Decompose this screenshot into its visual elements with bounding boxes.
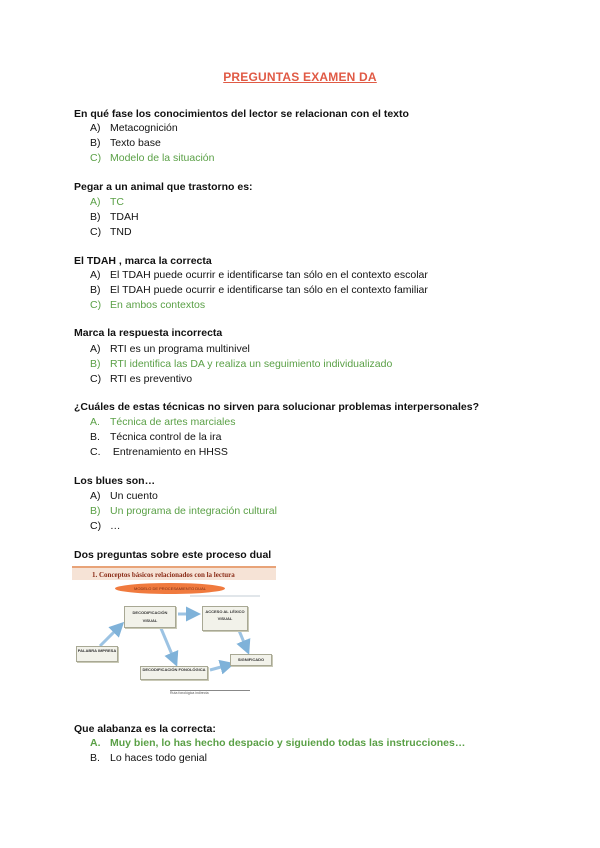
option-correct: C) En ambos contextos (90, 299, 206, 311)
question-1-options (90, 121, 214, 166)
question-8: Que alabanza es la correcta: (74, 723, 216, 735)
option: B) Texto base (90, 137, 161, 149)
arrow-decodificacion-fonologica (160, 626, 176, 664)
diagram-oval: MODELO DE PROCESAMIENTO DUAL (115, 583, 225, 594)
option: B) El TDAH puede ocurrir e identificarse tan sólo en el contexto familiar (90, 284, 428, 296)
arrow-fonologica-significado (210, 664, 232, 670)
question-7: Dos preguntas sobre este proceso dual (74, 549, 272, 561)
question-4: Marca la respuesta incorrecta (74, 327, 223, 339)
question-1: En qué fase los conocimientos del lector se relacionan con el texto (74, 108, 409, 120)
option: B. Técnica control de la ira (90, 431, 222, 443)
question-5-options (90, 415, 235, 460)
question-6-options (90, 489, 277, 534)
option: C) … (90, 520, 121, 532)
question-3-options (90, 268, 428, 313)
dual-process-diagram (70, 566, 280, 702)
question-3: El TDAH , marca la correcta (74, 255, 212, 267)
box-lexico: ACCESO AL LÉXICO VISUAL (202, 606, 248, 631)
option: C) TND (90, 226, 132, 238)
question-4-options (90, 342, 392, 387)
box-decodificacion: DECODIFICACIÓN VISUAL (124, 606, 176, 628)
option: A) Un cuento (90, 490, 158, 502)
diagram-header: 1. Conceptos básicos relacionados con la lectura (72, 566, 276, 580)
option: C) RTI es preventivo (90, 373, 193, 385)
option: B. Lo haces todo genial (90, 752, 207, 764)
arrow-palabra-decodificacion (100, 624, 122, 646)
option: A) RTI es un programa multinivel (90, 343, 250, 355)
option: A) Metacognición (90, 122, 178, 134)
question-2-options (90, 195, 139, 240)
option: B) TDAH (90, 211, 139, 223)
box-fonologica: DECODIFICACIÓN FONOLÓGICA (140, 666, 208, 680)
option-correct: A. Muy bien, lo has hecho despacio y siguiendo todas las instrucciones… (90, 737, 466, 749)
question-8-options (90, 736, 465, 766)
option-correct: A. Técnica de artes marciales (90, 416, 236, 428)
page-title: PREGUNTAS EXAMEN DA (223, 70, 377, 84)
box-palabra: PALABRA IMPRESA (76, 646, 118, 662)
option: C. Entrenamiento en HHSS (90, 446, 228, 458)
box-significado: SIGNIFICADO (230, 654, 272, 666)
question-6: Los blues son… (74, 475, 156, 487)
question-2: Pegar a un animal que trastorno es: (74, 181, 253, 193)
option-correct: A) TC (90, 196, 124, 208)
option-correct: B) Un programa de integración cultural (90, 505, 277, 517)
option-correct: C) Modelo de la situación (90, 152, 215, 164)
diagram-arrows (70, 566, 280, 702)
diagram-footer: Ruta fonológica indirecta (170, 690, 250, 695)
arrow-lexico-significado (238, 628, 248, 652)
option: A) El TDAH puede ocurrir e identificarse tan sólo en el contexto escolar (90, 269, 428, 281)
option-correct: B) RTI identifica las DA y realiza un seguimiento individualizado (90, 358, 393, 370)
question-5: ¿Cuáles de estas técnicas no sirven para solucionar problemas interpersonales? (74, 401, 479, 413)
